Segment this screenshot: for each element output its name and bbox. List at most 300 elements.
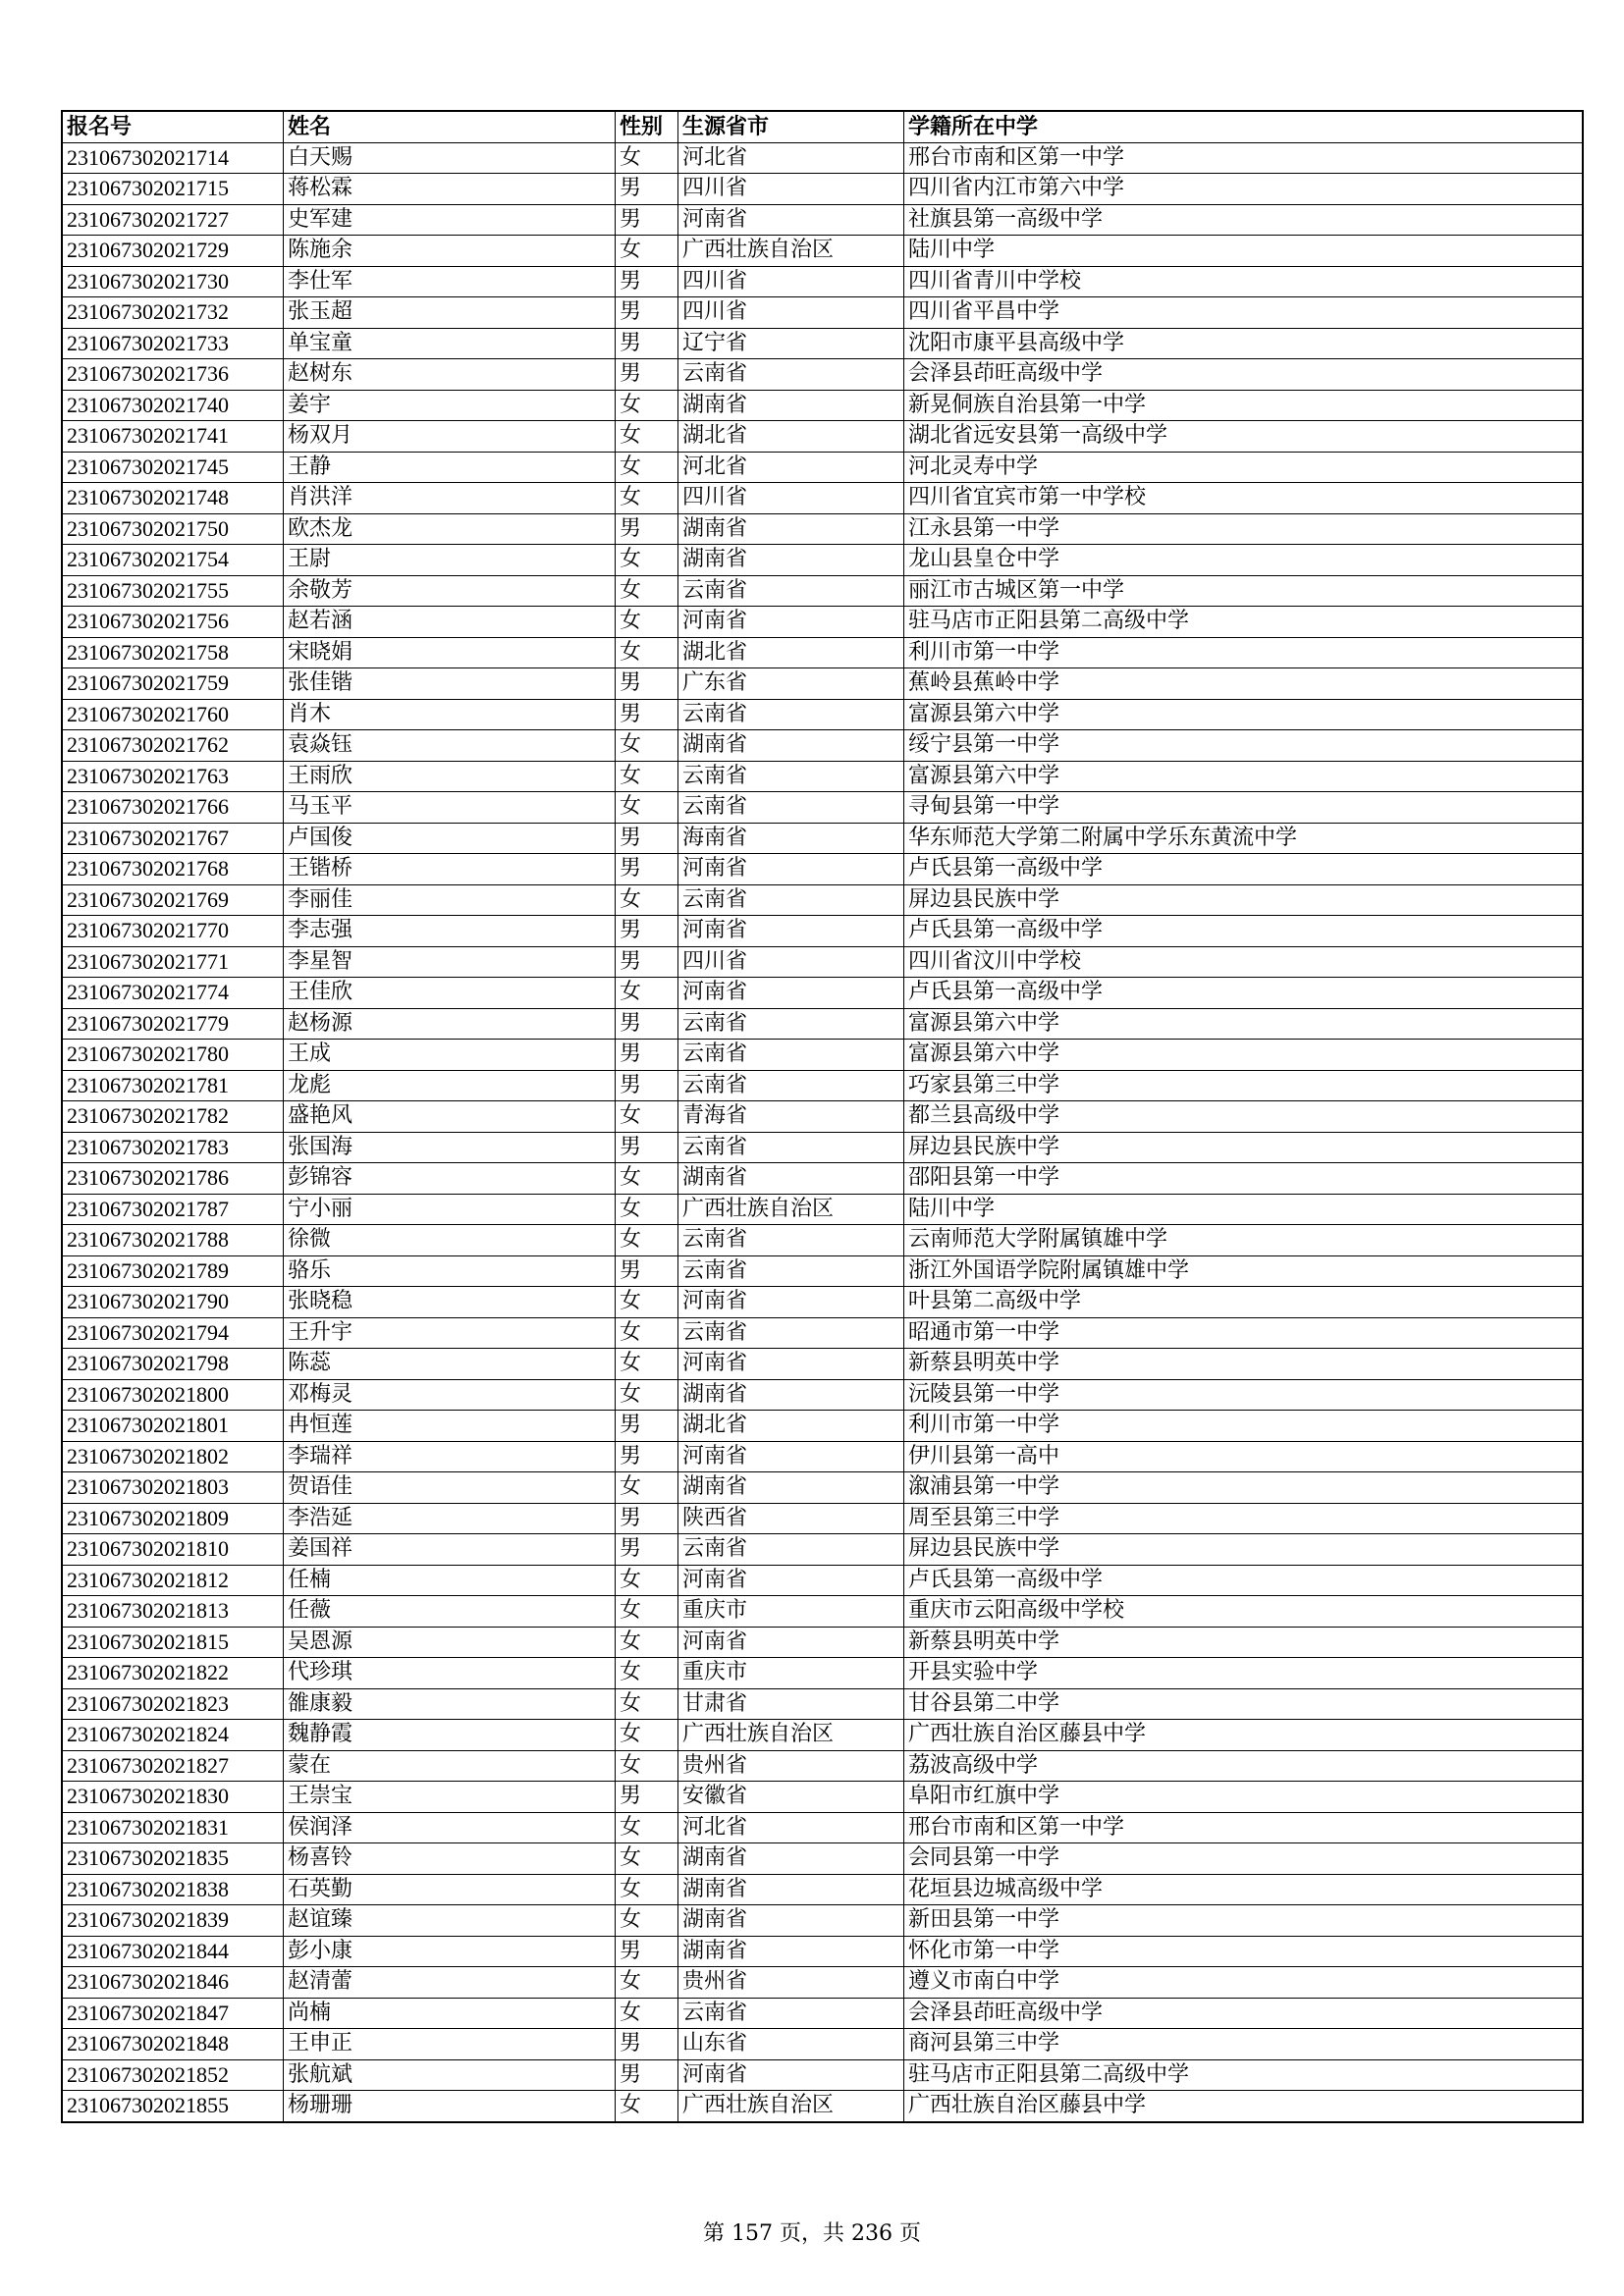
table-row [62, 1967, 1583, 1999]
cell-registration-number: 231067302021801 [62, 1411, 284, 1442]
cell-school: 利川市第一中学 [904, 637, 1584, 668]
cell-gender: 男 [616, 359, 678, 391]
cell-gender: 男 [616, 297, 678, 329]
cell-province: 四川省 [678, 946, 904, 978]
cell-province: 云南省 [678, 1070, 904, 1101]
cell-province: 河南省 [678, 2059, 904, 2091]
cell-school: 富源县第六中学 [904, 1040, 1584, 1071]
cell-gender: 男 [616, 916, 678, 947]
cell-registration-number: 231067302021815 [62, 1627, 284, 1658]
table-row [62, 1163, 1583, 1195]
cell-province: 云南省 [678, 884, 904, 916]
cell-school: 富源县第六中学 [904, 699, 1584, 730]
cell-registration-number: 231067302021823 [62, 1688, 284, 1720]
cell-gender: 女 [616, 390, 678, 421]
cell-name: 张航斌 [284, 2059, 616, 2091]
cell-name: 任薇 [284, 1596, 616, 1628]
table-row [62, 1317, 1583, 1349]
page-footer: 第 157 页，共 236 页 [703, 2221, 921, 2246]
cell-gender: 女 [616, 978, 678, 1009]
cell-registration-number: 231067302021750 [62, 513, 284, 545]
cell-registration-number: 231067302021774 [62, 978, 284, 1009]
cell-name: 杨珊珊 [284, 2091, 616, 2122]
cell-province: 河南省 [678, 607, 904, 638]
cell-name: 宋晓娟 [284, 637, 616, 668]
cell-school: 会泽县茚旺高级中学 [904, 1998, 1584, 2029]
cell-school: 屏边县民族中学 [904, 884, 1584, 916]
cell-gender: 男 [616, 2059, 678, 2091]
cell-gender: 女 [616, 607, 678, 638]
cell-gender: 女 [616, 1317, 678, 1349]
cell-province: 贵州省 [678, 1967, 904, 1999]
cell-name: 张佳锴 [284, 668, 616, 700]
cell-province: 湖南省 [678, 1163, 904, 1195]
cell-name: 王尉 [284, 545, 616, 576]
cell-gender: 男 [616, 513, 678, 545]
cell-registration-number: 231067302021831 [62, 1812, 284, 1843]
table-row [62, 359, 1583, 391]
table-row [62, 2091, 1583, 2122]
table-row [62, 1008, 1583, 1040]
cell-province: 湖北省 [678, 637, 904, 668]
table-row [62, 421, 1583, 453]
cell-name: 欧杰龙 [284, 513, 616, 545]
cell-name: 邓梅灵 [284, 1379, 616, 1411]
cell-province: 青海省 [678, 1101, 904, 1133]
cell-registration-number: 231067302021781 [62, 1070, 284, 1101]
table-row [62, 1936, 1583, 1967]
cell-registration-number: 231067302021756 [62, 607, 284, 638]
cell-name: 蒋松霖 [284, 174, 616, 205]
cell-name: 王成 [284, 1040, 616, 1071]
cell-name: 吴恩源 [284, 1627, 616, 1658]
cell-registration-number: 231067302021809 [62, 1503, 284, 1534]
cell-school: 都兰县高级中学 [904, 1101, 1584, 1133]
cell-name: 冉恒莲 [284, 1411, 616, 1442]
cell-name: 杨喜铃 [284, 1843, 616, 1875]
cell-province: 河北省 [678, 452, 904, 483]
cell-gender: 男 [616, 1070, 678, 1101]
cell-name: 卢国俊 [284, 823, 616, 854]
cell-registration-number: 231067302021810 [62, 1534, 284, 1566]
cell-registration-number: 231067302021769 [62, 884, 284, 916]
cell-school: 新田县第一中学 [904, 1905, 1584, 1937]
cell-school: 四川省汶川中学校 [904, 946, 1584, 978]
cell-gender: 男 [616, 668, 678, 700]
cell-province: 云南省 [678, 1998, 904, 2029]
table-row [62, 637, 1583, 668]
cell-province: 湖南省 [678, 1936, 904, 1967]
cell-registration-number: 231067302021786 [62, 1163, 284, 1195]
cell-school: 浙江外国语学院附属镇雄中学 [904, 1255, 1584, 1287]
cell-province: 河南省 [678, 1565, 904, 1596]
cell-registration-number: 231067302021767 [62, 823, 284, 854]
table-row [62, 1843, 1583, 1875]
cell-name: 侯润泽 [284, 1812, 616, 1843]
cell-registration-number: 231067302021780 [62, 1040, 284, 1071]
cell-gender: 女 [616, 1379, 678, 1411]
table-body [62, 142, 1583, 2122]
cell-registration-number: 231067302021715 [62, 174, 284, 205]
table-row [62, 854, 1583, 885]
cell-registration-number: 231067302021782 [62, 1101, 284, 1133]
cell-school: 伊川县第一高中 [904, 1441, 1584, 1472]
admission-table [61, 110, 1584, 2123]
cell-registration-number: 231067302021754 [62, 545, 284, 576]
cell-gender: 女 [616, 1720, 678, 1751]
cell-name: 李丽佳 [284, 884, 616, 916]
cell-registration-number: 231067302021759 [62, 668, 284, 700]
table-row [62, 884, 1583, 916]
cell-school: 屏边县民族中学 [904, 1534, 1584, 1566]
cell-school: 四川省宜宾市第一中学校 [904, 483, 1584, 514]
cell-school: 邢台市南和区第一中学 [904, 142, 1584, 174]
cell-gender: 女 [616, 1967, 678, 1999]
header-province: 生源省市 [678, 111, 904, 142]
cell-name: 龙彪 [284, 1070, 616, 1101]
cell-registration-number: 231067302021741 [62, 421, 284, 453]
cell-gender: 女 [616, 1998, 678, 2029]
table-row [62, 1658, 1583, 1689]
table-row [62, 1750, 1583, 1782]
cell-registration-number: 231067302021848 [62, 2029, 284, 2060]
table-row [62, 1349, 1583, 1380]
cell-name: 赵清蕾 [284, 1967, 616, 1999]
cell-province: 安徽省 [678, 1782, 904, 1813]
cell-name: 姜宇 [284, 390, 616, 421]
cell-name: 王升宇 [284, 1317, 616, 1349]
cell-school: 河北灵寿中学 [904, 452, 1584, 483]
table-row [62, 1812, 1583, 1843]
cell-gender: 女 [616, 1750, 678, 1782]
cell-school: 四川省青川中学校 [904, 266, 1584, 297]
cell-name: 雒康毅 [284, 1688, 616, 1720]
table-row [62, 916, 1583, 947]
table-row [62, 1627, 1583, 1658]
roster-sheet [61, 110, 1584, 2123]
table-row [62, 668, 1583, 700]
cell-name: 彭锦容 [284, 1163, 616, 1195]
cell-province: 广西壮族自治区 [678, 236, 904, 267]
cell-gender: 女 [616, 1194, 678, 1225]
cell-gender: 男 [616, 1132, 678, 1163]
table-row [62, 575, 1583, 607]
cell-gender: 女 [616, 1565, 678, 1596]
cell-province: 四川省 [678, 174, 904, 205]
cell-school: 新蔡县明英中学 [904, 1627, 1584, 1658]
cell-province: 陕西省 [678, 1503, 904, 1534]
cell-gender: 男 [616, 1040, 678, 1071]
table-row [62, 483, 1583, 514]
cell-province: 河北省 [678, 142, 904, 174]
cell-registration-number: 231067302021771 [62, 946, 284, 978]
cell-school: 广西壮族自治区藤县中学 [904, 2091, 1584, 2122]
cell-gender: 女 [616, 730, 678, 762]
table-row [62, 1040, 1583, 1071]
cell-gender: 女 [616, 1287, 678, 1318]
cell-province: 河南省 [678, 854, 904, 885]
cell-name: 陈施余 [284, 236, 616, 267]
cell-name: 王雨欣 [284, 761, 616, 792]
cell-school: 阜阳市红旗中学 [904, 1782, 1584, 1813]
cell-registration-number: 231067302021824 [62, 1720, 284, 1751]
cell-registration-number: 231067302021798 [62, 1349, 284, 1380]
cell-registration-number: 231067302021800 [62, 1379, 284, 1411]
cell-registration-number: 231067302021733 [62, 328, 284, 359]
cell-province: 重庆市 [678, 1658, 904, 1689]
cell-province: 湖南省 [678, 1379, 904, 1411]
cell-registration-number: 231067302021770 [62, 916, 284, 947]
cell-school: 花垣县边城高级中学 [904, 1874, 1584, 1905]
cell-school: 昭通市第一中学 [904, 1317, 1584, 1349]
cell-gender: 男 [616, 1411, 678, 1442]
cell-school: 寻甸县第一中学 [904, 792, 1584, 824]
cell-registration-number: 231067302021788 [62, 1225, 284, 1256]
table-row [62, 142, 1583, 174]
cell-school: 陆川中学 [904, 1194, 1584, 1225]
cell-name: 王静 [284, 452, 616, 483]
cell-province: 广西壮族自治区 [678, 1720, 904, 1751]
cell-province: 重庆市 [678, 1596, 904, 1628]
cell-school: 富源县第六中学 [904, 1008, 1584, 1040]
cell-name: 张国海 [284, 1132, 616, 1163]
cell-name: 余敬芳 [284, 575, 616, 607]
table-row [62, 1132, 1583, 1163]
cell-school: 商河县第三中学 [904, 2029, 1584, 2060]
cell-name: 赵若涵 [284, 607, 616, 638]
cell-province: 河南省 [678, 916, 904, 947]
cell-name: 贺语佳 [284, 1472, 616, 1504]
cell-province: 云南省 [678, 1132, 904, 1163]
cell-name: 杨双月 [284, 421, 616, 453]
cell-registration-number: 231067302021822 [62, 1658, 284, 1689]
table-row [62, 1534, 1583, 1566]
cell-province: 辽宁省 [678, 328, 904, 359]
cell-registration-number: 231067302021802 [62, 1441, 284, 1472]
cell-name: 任楠 [284, 1565, 616, 1596]
cell-name: 袁焱钰 [284, 730, 616, 762]
cell-province: 湖南省 [678, 513, 904, 545]
cell-registration-number: 231067302021755 [62, 575, 284, 607]
cell-name: 蒙在 [284, 1750, 616, 1782]
header-registration-number: 报名号 [62, 111, 284, 142]
cell-school: 遵义市南白中学 [904, 1967, 1584, 1999]
cell-name: 王崇宝 [284, 1782, 616, 1813]
cell-school: 溆浦县第一中学 [904, 1472, 1584, 1504]
cell-gender: 女 [616, 1349, 678, 1380]
cell-registration-number: 231067302021790 [62, 1287, 284, 1318]
cell-name: 骆乐 [284, 1255, 616, 1287]
cell-gender: 女 [616, 1905, 678, 1937]
cell-school: 会同县第一中学 [904, 1843, 1584, 1875]
cell-province: 广西壮族自治区 [678, 1194, 904, 1225]
cell-registration-number: 231067302021846 [62, 1967, 284, 1999]
cell-name: 赵杨源 [284, 1008, 616, 1040]
table-row [62, 946, 1583, 978]
cell-school: 新晃侗族自治县第一中学 [904, 390, 1584, 421]
cell-province: 云南省 [678, 1040, 904, 1071]
cell-province: 贵州省 [678, 1750, 904, 1782]
cell-gender: 女 [616, 452, 678, 483]
table-row [62, 823, 1583, 854]
cell-gender: 女 [616, 421, 678, 453]
cell-school: 驻马店市正阳县第二高级中学 [904, 2059, 1584, 2091]
cell-school: 新蔡县明英中学 [904, 1349, 1584, 1380]
header-school: 学籍所在中学 [904, 111, 1584, 142]
table-row [62, 1287, 1583, 1318]
cell-province: 广西壮族自治区 [678, 2091, 904, 2122]
cell-name: 宁小丽 [284, 1194, 616, 1225]
cell-name: 赵树东 [284, 359, 616, 391]
cell-school: 社旗县第一高级中学 [904, 204, 1584, 236]
cell-province: 湖南省 [678, 545, 904, 576]
cell-gender: 男 [616, 1441, 678, 1472]
cell-province: 湖北省 [678, 421, 904, 453]
cell-gender: 男 [616, 328, 678, 359]
cell-province: 甘肃省 [678, 1688, 904, 1720]
cell-province: 云南省 [678, 1255, 904, 1287]
cell-school: 卢氏县第一高级中学 [904, 916, 1584, 947]
table-row [62, 204, 1583, 236]
cell-school: 湖北省远安县第一高级中学 [904, 421, 1584, 453]
cell-name: 代珍琪 [284, 1658, 616, 1689]
cell-province: 湖北省 [678, 1411, 904, 1442]
cell-name: 李星智 [284, 946, 616, 978]
cell-school: 沈阳市康平县高级中学 [904, 328, 1584, 359]
cell-registration-number: 231067302021835 [62, 1843, 284, 1875]
cell-registration-number: 231067302021839 [62, 1905, 284, 1937]
cell-registration-number: 231067302021855 [62, 2091, 284, 2122]
cell-name: 白天赐 [284, 142, 616, 174]
cell-registration-number: 231067302021794 [62, 1317, 284, 1349]
table-row [62, 1225, 1583, 1256]
table-row [62, 1194, 1583, 1225]
cell-school: 巧家县第三中学 [904, 1070, 1584, 1101]
cell-registration-number: 231067302021763 [62, 761, 284, 792]
cell-gender: 男 [616, 1255, 678, 1287]
cell-school: 陆川中学 [904, 236, 1584, 267]
cell-gender: 女 [616, 236, 678, 267]
cell-school: 利川市第一中学 [904, 1411, 1584, 1442]
header-gender: 性别 [616, 111, 678, 142]
cell-registration-number: 231067302021714 [62, 142, 284, 174]
cell-gender: 女 [616, 792, 678, 824]
cell-school: 四川省内江市第六中学 [904, 174, 1584, 205]
table-row [62, 607, 1583, 638]
cell-gender: 女 [616, 1472, 678, 1504]
cell-name: 姜国祥 [284, 1534, 616, 1566]
cell-gender: 女 [616, 1688, 678, 1720]
table-row [62, 730, 1583, 762]
cell-name: 赵谊臻 [284, 1905, 616, 1937]
cell-registration-number: 231067302021812 [62, 1565, 284, 1596]
cell-gender: 女 [616, 884, 678, 916]
cell-school: 卢氏县第一高级中学 [904, 1565, 1584, 1596]
cell-name: 李仕军 [284, 266, 616, 297]
table-row [62, 1379, 1583, 1411]
cell-name: 王锴桥 [284, 854, 616, 885]
cell-province: 云南省 [678, 575, 904, 607]
cell-school: 云南师范大学附属镇雄中学 [904, 1225, 1584, 1256]
cell-name: 李志强 [284, 916, 616, 947]
cell-gender: 女 [616, 1843, 678, 1875]
cell-name: 张晓稳 [284, 1287, 616, 1318]
cell-registration-number: 231067302021748 [62, 483, 284, 514]
cell-school: 丽江市古城区第一中学 [904, 575, 1584, 607]
cell-registration-number: 231067302021838 [62, 1874, 284, 1905]
cell-registration-number: 231067302021813 [62, 1596, 284, 1628]
cell-name: 张玉超 [284, 297, 616, 329]
cell-registration-number: 231067302021803 [62, 1472, 284, 1504]
cell-name: 盛艳风 [284, 1101, 616, 1133]
cell-province: 湖南省 [678, 1843, 904, 1875]
table-row [62, 236, 1583, 267]
cell-gender: 男 [616, 1936, 678, 1967]
cell-registration-number: 231067302021787 [62, 1194, 284, 1225]
cell-gender: 女 [616, 1874, 678, 1905]
table-row [62, 978, 1583, 1009]
table-row [62, 1255, 1583, 1287]
cell-school: 怀化市第一中学 [904, 1936, 1584, 1967]
table-row [62, 792, 1583, 824]
cell-province: 云南省 [678, 359, 904, 391]
cell-province: 湖南省 [678, 1874, 904, 1905]
cell-gender: 男 [616, 266, 678, 297]
cell-registration-number: 231067302021727 [62, 204, 284, 236]
table-row [62, 1720, 1583, 1751]
cell-province: 云南省 [678, 1317, 904, 1349]
cell-province: 河南省 [678, 978, 904, 1009]
cell-school: 驻马店市正阳县第二高级中学 [904, 607, 1584, 638]
cell-registration-number: 231067302021758 [62, 637, 284, 668]
table-row [62, 174, 1583, 205]
cell-school: 叶县第二高级中学 [904, 1287, 1584, 1318]
cell-province: 海南省 [678, 823, 904, 854]
cell-name: 李瑞祥 [284, 1441, 616, 1472]
table-row [62, 1565, 1583, 1596]
cell-school: 屏边县民族中学 [904, 1132, 1584, 1163]
cell-province: 河南省 [678, 1627, 904, 1658]
cell-registration-number: 231067302021762 [62, 730, 284, 762]
cell-school: 富源县第六中学 [904, 761, 1584, 792]
cell-province: 河南省 [678, 1349, 904, 1380]
cell-province: 河南省 [678, 1287, 904, 1318]
cell-province: 云南省 [678, 1534, 904, 1566]
cell-registration-number: 231067302021789 [62, 1255, 284, 1287]
cell-registration-number: 231067302021783 [62, 1132, 284, 1163]
cell-registration-number: 231067302021760 [62, 699, 284, 730]
table-row [62, 390, 1583, 421]
cell-registration-number: 231067302021732 [62, 297, 284, 329]
table-row [62, 545, 1583, 576]
cell-province: 湖南省 [678, 390, 904, 421]
cell-registration-number: 231067302021830 [62, 1782, 284, 1813]
cell-registration-number: 231067302021768 [62, 854, 284, 885]
cell-gender: 男 [616, 854, 678, 885]
cell-province: 云南省 [678, 699, 904, 730]
cell-name: 肖洪洋 [284, 483, 616, 514]
cell-gender: 女 [616, 483, 678, 514]
cell-name: 陈蕊 [284, 1349, 616, 1380]
cell-gender: 女 [616, 761, 678, 792]
table-row [62, 1070, 1583, 1101]
cell-registration-number: 231067302021729 [62, 236, 284, 267]
cell-gender: 男 [616, 699, 678, 730]
cell-school: 沅陵县第一中学 [904, 1379, 1584, 1411]
cell-school: 江永县第一中学 [904, 513, 1584, 545]
cell-registration-number: 231067302021736 [62, 359, 284, 391]
table-row [62, 1441, 1583, 1472]
